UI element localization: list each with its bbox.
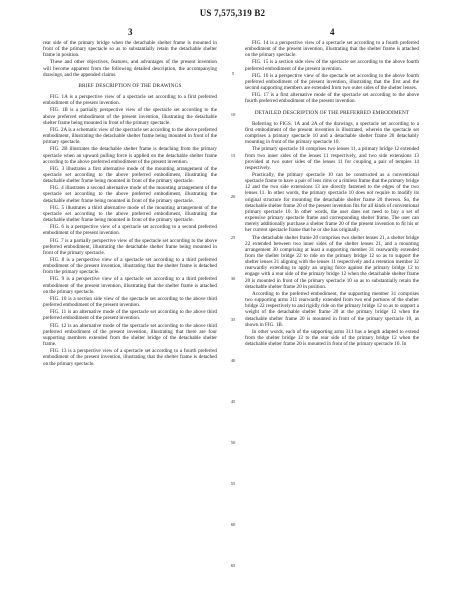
paragraph: The primary spectacle 10 comprises two lenses 11, a primary bridge 12 extended from two inner sides of the lenses 11 respectively, and two side extensions 13 provided at two outer sides of the lenses 11 for coupling a pair of temples 14 respectively. [245, 146, 419, 171]
line-number: 5 [231, 71, 235, 76]
line-number: 10 [230, 112, 236, 117]
paragraph: FIG. 2A is a schematic view of the spectacle set according to the above preferred embodiment, illustrating the detachable shelter frame being mounted in front of the primary spectacle. [43, 126, 217, 146]
section-heading-detailed-description: DETAILED DESCRIPTION OF THE PREFERRED EMBODIMENT [254, 109, 410, 116]
paragraph: Referring to FIGS. 1A and 2A of the drawings, a spectacle set according to a first embodiment of the present invention is illustrated, wherein the spectacle set comprises a primary spectacle 10 and a detachable shelter frame 20 detachably mounting in front of the primary spectacle 10. [245, 120, 419, 146]
line-number: 45 [230, 399, 236, 404]
paragraph: rear side of the primary bridge when the detachable shelter frame is mounted in front of the primary spectacle so as to substantially retain the detachable shelter frame in position. [43, 40, 217, 59]
paragraph: FIG. 11 is an alternative mode of the spectacle set according to the above third preferred embodiment of the present invention. [43, 309, 217, 322]
paragraph: FIG. 14 is a perspective view of a spectacle set according to a fourth preferred embodiment of the present invention, illustrating that the shelter frame is attached on the primary spectacle. [245, 40, 419, 59]
paragraph: These and other objectives, features, and advantages of the present invention will become apparent from the following detailed description, the accompanying drawings, and the appended claims. [43, 59, 217, 78]
paragraph: FIG. 7 is a partially perspective view of the spectacle set according to the above preferred embodiment, illustrating the detachable shelter frame being mounted in front of the primary spectacle. [43, 237, 217, 256]
line-number: 60 [230, 522, 236, 527]
line-number: 30 [230, 276, 236, 281]
paragraph: FIG. 4 illustrates a second alternative mode of the mounting arrangement of the spectacle set according to the above preferred embodiment, illustrating the detachable shelter frame being mounted in front of the primary spectacle. [43, 185, 217, 204]
paragraph: FIG. 9 is a perspective view of a spectacle set according to a third preferred embodiment of the present invention, illustrating that the shelter frame is attached on the primary spectacle. [43, 276, 217, 295]
line-number: 35 [230, 317, 236, 322]
paragraph: FIG. 8 is a perspective view of a spectacle set according to a third preferred embodiment of the present invention, illustrating that the shelter frame is detached from the primary spectacle. [43, 257, 217, 276]
paragraph: FIG. 10 is a section side view of the spectacle set according to the above third preferred embodiment of the present invention. [43, 295, 217, 309]
paragraph: FIG. 5 illustrates a third alternative mode of the mounting arrangement of the spectacle set according to the above preferred embodiment, illustrating the detachable shelter frame being mounted in front of the primary spectacle. [43, 204, 217, 224]
column-number-left: 3 [128, 27, 133, 37]
line-number: 25 [230, 235, 236, 240]
line-number: 20 [230, 194, 236, 199]
paragraph: According to the preferred embodiment, the supporting member 31 comprises two supporting arms 311 rearwardly extended from two end portions of the shelter bridge 22 respectively to and rigidly ride on the primary bridge 12 so as to support a weight of the detachable shelter frame 20 at the primary bridge 12 when the detachable shelter frame 20 is mounted in front of the primary spectacle 10, as shown in FIG. 1B. [245, 290, 419, 328]
paragraph: FIG. 12 is an alternative mode of the spectacle set according to the above third preferred embodiment of the present invention, illustrating that there are four supporting members extended from the shelter bridge of the detachable shelter frame. [43, 322, 217, 348]
paragraph: FIG. 2B illustrates the detachable shelter frame is detaching from the primary spectacle when an upward pulling force is applied on the detachable shelter frame according to the above preferred embodiment of the present invention. [43, 146, 217, 165]
line-number: 15 [230, 153, 236, 158]
paragraph: In other words, each of the supporting arms 311 has a length adapted to extend from the shelter bridge 12 to the rear side of the primary bridge 12 when the detachable shelter frame 20 is mounted in front of the primary spectacle 10. In [245, 328, 419, 348]
line-number: 55 [230, 481, 236, 486]
section-heading-brief-description: BRIEF DESCRIPTION OF THE DRAWINGS [78, 82, 182, 89]
line-number: 40 [230, 358, 236, 363]
column-number-right: 4 [330, 27, 335, 37]
paragraph: FIG. 15 is a section side view of the spectacle set according to the above fourth preferred embodiment of the present invention. [245, 59, 419, 72]
right-text-column [245, 40, 419, 596]
paragraph: FIG. 17 is a first alternative mode of the spectacle set according to the above fourth preferred embodiment of the present invention. [245, 92, 419, 105]
left-text-column [43, 40, 217, 596]
paragraph: Practically, the primary spectacle 10 can be constructed as a conventional spectacle frame to have a pair of lens rims or a rimless frame that the primary bridge 12 and the two side extensions 13 are directly fastened to the edges of the two lenses 11. In other words, the primary spectacle 10 does not require to modify its original structure for mounting the detachable shelter frame 20 thereon. So, the detachable shelter frame 20 of the present invention fits for all kinds of conventional primary spectacle 10. In other words, the user does not need to buy a set of expensive primary spectacle frame and corresponding shelter frame. The user can merely additionally purchase a shelter frame 20 of the present invention to fit his or her current spectacle frame that he or she has originally. [245, 171, 419, 234]
line-number-gutter [225, 40, 241, 596]
paragraph: FIG. 3 illustrates a first alternative mode of the mounting arrangement of the spectacle set according to the above preferred embodiment, illustrating the detachable shelter frame being mounted in front of the primary spectacle. [43, 165, 217, 185]
paragraph: FIG. 16 is a perspective view of the spectacle set according to the above fourth preferred embodiment of the present invention, illustrating that the first and the second supporting members are extended from two outer sides of the shelter lenses. [245, 72, 419, 92]
line-number: 65 [230, 563, 236, 568]
paragraph: FIG. 6 is a perspective view of a spectacle set according to a second preferred embodiment of the present invention. [43, 224, 217, 237]
paragraph: FIG. 1B is a partially perspective view of the spectacle set according to the above preferred embodiment of the present invention, illustrating the detachable shelter frame being mounted in front of the primary spectacle. [43, 107, 217, 126]
line-number: 50 [230, 440, 236, 445]
paragraph: FIG. 13 is a perspective view of a spectacle set according to a fourth preferred embodiment of the present invention, illustrating that the shelter frame is detached on the primary spectacle. [43, 348, 217, 367]
paragraph: The detachable shelter frame 20 comprises two shelter lenses 21, a shelter bridge 22 extended between two inner sides of the shelter lenses 21, and a mounting arrangement 30 comprising at least a supporting member 31 rearwardly extended from the shelter bridge 22 to ride on the primary bridge 12 so as to support the shelter lenses 21 aligning with the lenses 11 respectively and a retention member 32 rearwardly extending to apply an urging force against the primary bridge 12 to engage with a rear side of the primary bridge 12 when the detachable shelter frame 20 is mounted in front of the primary spectacle 10 so as to substantially retain the detachable shelter frame 20 in position. [245, 234, 419, 290]
patent-number: US 7,575,319 B2 [199, 8, 266, 18]
paragraph: FIG. 1A is a perspective view of a spectacle set according to a first preferred embodiment of the present invention. [43, 94, 217, 107]
